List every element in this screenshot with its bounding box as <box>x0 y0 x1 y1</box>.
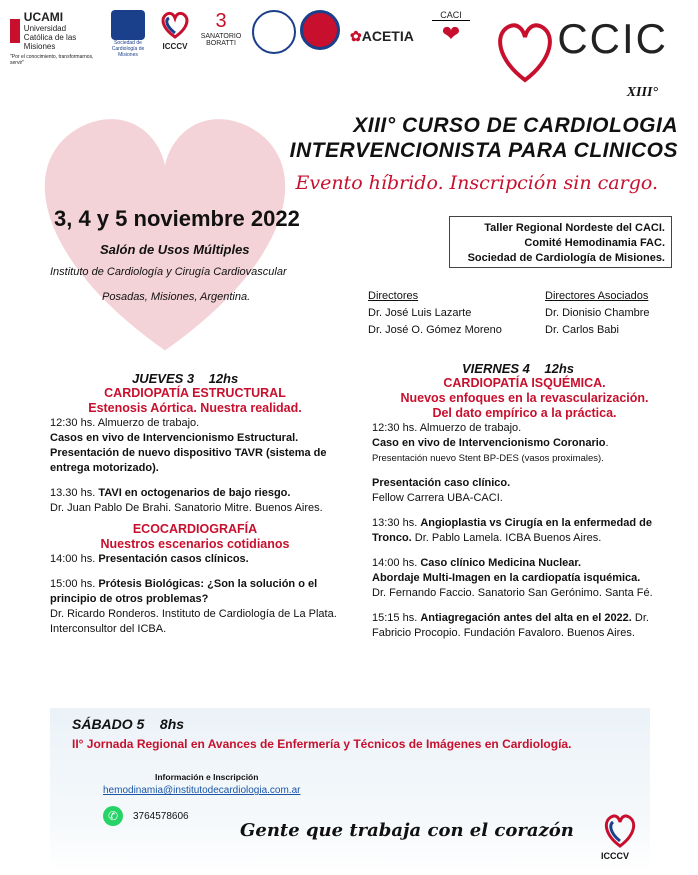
acetia-icon: ✿ <box>350 28 362 44</box>
ucami-logo <box>10 10 95 66</box>
seal-icon-2 <box>300 10 340 50</box>
viernes-topic1: CARDIOPATÍA ISQUÉMICA. <box>443 376 606 390</box>
viernes-header: VIERNES 4 12hs <box>462 361 574 376</box>
directores-heading: Directores <box>368 290 419 302</box>
seal-icon-1 <box>252 10 296 54</box>
sanatorio-line1: SANATORIO <box>200 33 242 40</box>
taller-line3: Sociedad de Cardiología de Misiones. <box>467 252 665 264</box>
jueves-column <box>50 371 340 637</box>
jueves-item5-speaker: Dr. Ricardo Ronderos. Instituto de Cardiología de La Plata. Interconsultor del ICBA. <box>50 608 337 635</box>
jueves-header: JUEVES 3 12hs <box>132 371 239 386</box>
sabado-header: SÁBADO 5 8hs <box>72 716 185 732</box>
taller-line1: Taller Regional Nordeste del CACI. <box>484 222 665 234</box>
viernes-item4 <box>372 516 677 546</box>
ucami-subtitle: Universidad Católica de las Misiones <box>23 24 77 51</box>
taller-line2: Comité Hemodinamia FAC. <box>524 237 665 249</box>
seal-logo-1 <box>252 10 296 54</box>
event-venue: Salón de Usos Múltiples <box>100 242 250 257</box>
whatsapp-icon: ✆ <box>103 806 123 826</box>
jueves-topic2: ECOCARDIOGRAFÍA <box>132 522 258 536</box>
viernes-item5-speaker: Dr. Fernando Faccio. Sanatorio San Gerónimo. Santa Fé. <box>372 587 653 599</box>
icccv-name: ICCCV <box>162 42 188 51</box>
event-institute: Instituto de Cardiología y Cirugía Cardiovascular <box>50 266 287 278</box>
directores-asociados-block <box>545 288 650 339</box>
jueves-item3-speaker: Dr. Juan Pablo De Brahi. Sanatorio Mitre. Buenos Aires. <box>50 502 323 514</box>
viernes-item3-title: Presentación caso clínico. <box>372 477 511 489</box>
viernes-item3-speaker: Fellow Carrera UBA-CACI. <box>372 492 503 504</box>
icccv-heart-icon-footer <box>600 810 640 850</box>
ccic-logo-text: CCIC <box>557 15 668 62</box>
ucami-name: UCAMI <box>23 10 64 24</box>
jueves-item4 <box>50 552 340 567</box>
viernes-item5 <box>372 556 677 571</box>
viernes-topic1-sub2: Del dato empírico a la práctica. <box>432 406 617 420</box>
jueves-item1: 12:30 hs. Almuerzo de trabajo. <box>50 417 200 429</box>
sanatorio-icon: 3 <box>215 10 227 32</box>
acetia-name: ACETIA <box>361 28 414 44</box>
caci-logo <box>432 10 470 47</box>
ucami-icon <box>10 19 20 43</box>
director-asociado-2: Dr. Carlos Babi <box>545 324 619 336</box>
viernes-item6-title: Antiagregación antes del alta en el 2022. <box>420 612 632 624</box>
viernes-item5-title: Caso clínico Medicina Nuclear. <box>420 557 582 569</box>
ucami-tagline: "Por el conocimiento, transformarnos, servir" <box>10 54 94 66</box>
sponsor-logos <box>10 10 470 70</box>
course-title-line1: XIII° CURSO DE CARDIOLOGIA <box>353 114 678 137</box>
evento-banner: Evento híbrido. Inscripción sin cargo. <box>295 172 658 194</box>
slogan: Gente que trabaja con el corazón <box>240 820 574 841</box>
edition-label: XIII° <box>626 85 658 100</box>
viernes-item2 <box>372 436 677 451</box>
caci-heart-icon: ❤ <box>441 21 461 46</box>
viernes-item2-title: Caso en vivo de Intervencionismo Coronario <box>372 437 606 449</box>
icccv-logo-top <box>155 10 195 51</box>
jueves-item2-title: Casos en vivo de Intervencionismo Estructural. <box>50 432 299 444</box>
viernes-item2-stent: Presentación nuevo Stent BP-DES (vasos proximales). <box>372 453 604 464</box>
jueves-item3 <box>50 486 340 501</box>
viernes-topic1-sub1: Nuevos enfoques en la revascularización. <box>400 391 649 405</box>
contact-email-link[interactable]: hemodinamia@institutodecardiologia.com.ar <box>103 785 301 796</box>
viernes-item4-time: 13:30 hs. <box>372 517 418 529</box>
acetia-logo <box>350 28 414 45</box>
viernes-item6 <box>372 611 677 641</box>
seal-logo-2 <box>300 10 340 50</box>
ccic-heart-icon <box>490 15 560 85</box>
event-dates: 3, 4 y 5 noviembre 2022 <box>54 206 300 231</box>
sanatorio-line2: BORATTI <box>206 40 236 47</box>
viernes-item6-speaker: Dr. Fabricio Procopio. Fundación Favaloro. Buenos Aires. <box>372 612 649 639</box>
viernes-item4-title: Angioplastia vs Cirugía en la enfermedad de Tronco. <box>372 517 652 544</box>
jueves-item4-time: 14:00 hs. <box>50 553 96 565</box>
viernes-item1: 12:30 hs. Almuerzo de trabajo. <box>372 422 522 434</box>
icccv-footer-label: ICCCV <box>601 851 630 861</box>
jueves-item5 <box>50 577 340 607</box>
taller-box <box>449 216 672 268</box>
jueves-topic1: CARDIOPATÍA ESTRUCTURAL <box>104 386 286 400</box>
viernes-item6-time: 15:15 hs. <box>372 612 418 624</box>
director-1: Dr. José Luis Lazarte <box>368 307 472 319</box>
course-title-line2: INTERVENCIONISTA PARA CLINICOS <box>289 139 678 162</box>
viernes-item5-title2: Abordaje Multi-Imagen en la cardiopatía isquémica. <box>372 572 641 584</box>
jueves-item3-time: 13.30 hs. <box>50 487 96 499</box>
viernes-item2-dot: . <box>605 437 609 449</box>
sanatorio-logo <box>200 10 242 47</box>
jueves-item3-title: TAVI en octogenarios de bajo riesgo. <box>98 487 291 499</box>
contact-phone[interactable]: 3764578606 <box>133 811 189 822</box>
caci-name: CACI <box>432 10 470 21</box>
sociedad-icon <box>111 10 145 40</box>
jueves-item4-title: Presentación casos clínicos. <box>98 553 249 565</box>
jueves-item2-device: Presentación de nuevo dispositivo TAVR (sistema de entrega motorizado). <box>50 447 327 474</box>
director-2: Dr. José O. Gómez Moreno <box>368 324 502 336</box>
director-asociado-1: Dr. Dionisio Chambre <box>545 307 650 319</box>
viernes-column <box>372 361 677 641</box>
jueves-topic1-sub: Estenosis Aórtica. Nuestra realidad. <box>88 401 302 415</box>
sabado-jornada: II° Jornada Regional en Avances de Enfermería y Técnicos de Imágenes en Cardiología. <box>72 737 572 751</box>
icccv-heart-icon <box>158 10 192 40</box>
sociedad-name: Sociedad de Cardiología de Misiones <box>111 40 145 58</box>
jueves-item5-time: 15:00 hs. <box>50 578 96 590</box>
viernes-item5-time: 14:00 hs. <box>372 557 418 569</box>
viernes-item4-speaker: Dr. Pablo Lamela. ICBA Buenos Aires. <box>414 532 602 544</box>
directores-asociados-heading: Directores Asociados <box>545 290 649 302</box>
jueves-item5-title: Prótesis Biológicas: ¿Son la solución o el principio de otros problemas? <box>50 578 318 605</box>
event-city: Posadas, Misiones, Argentina. <box>102 291 251 303</box>
contact-heading: Información e Inscripción <box>155 772 259 782</box>
directores-block <box>368 288 502 339</box>
sociedad-logo <box>108 10 148 58</box>
jueves-topic2-sub: Nuestros escenarios cotidianos <box>100 537 290 551</box>
